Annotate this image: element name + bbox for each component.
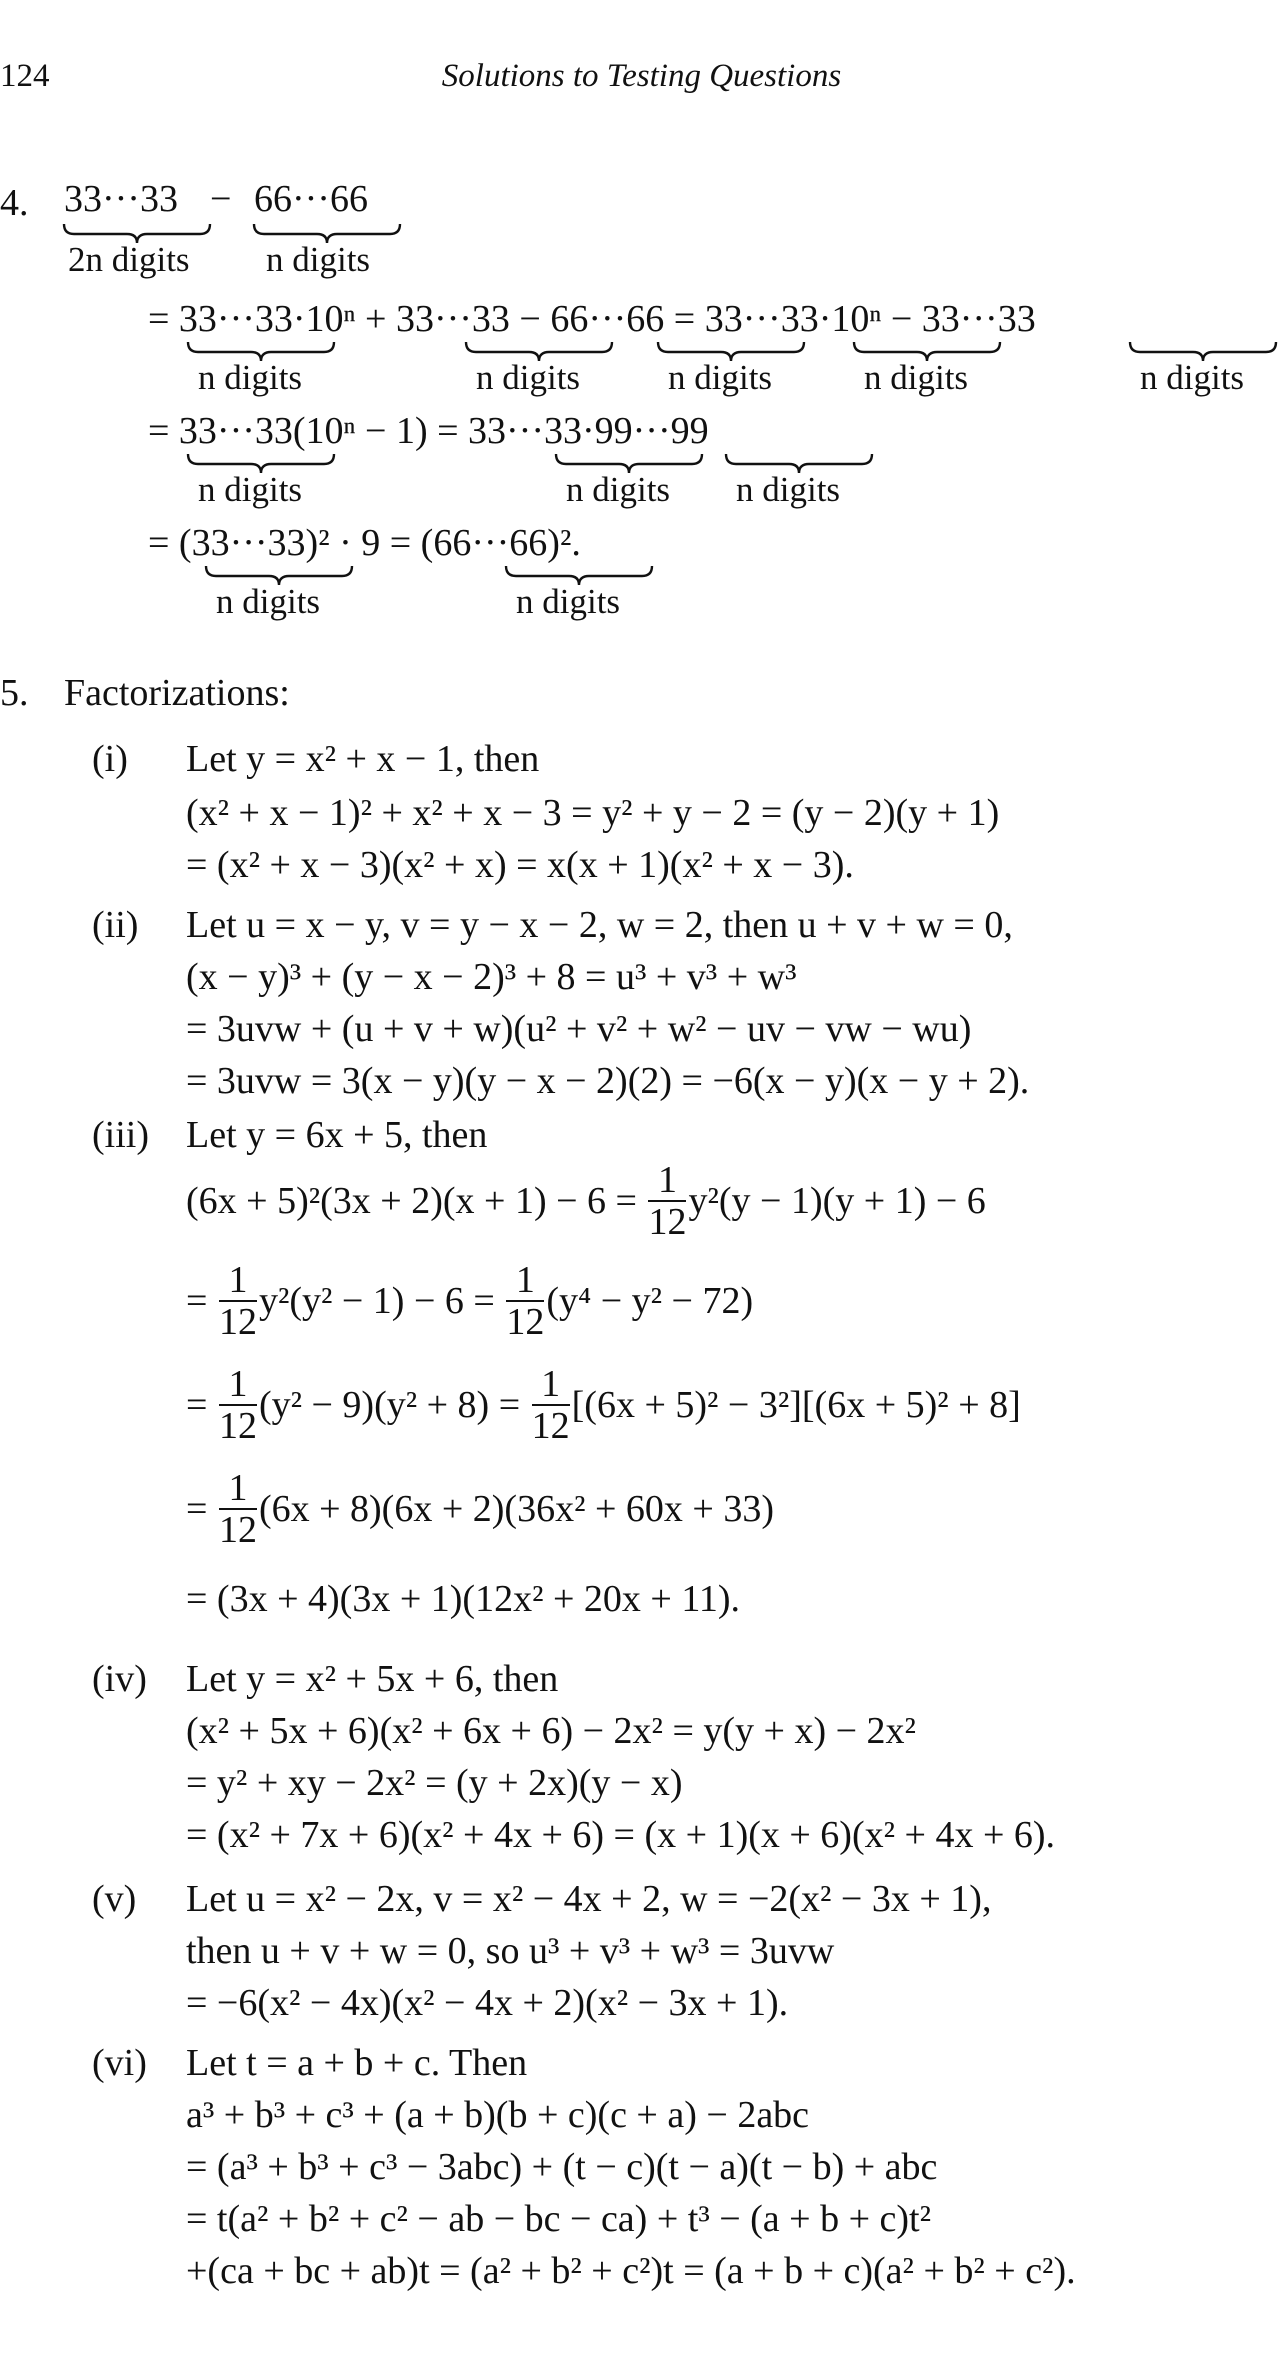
part-iii-eq-4 bbox=[186, 1468, 774, 1550]
problem-5-title: Factorizations: bbox=[64, 672, 290, 714]
fraction-numerator: 1 bbox=[219, 1364, 257, 1406]
part-iii-expr: (y² − 9)(y² + 8) = bbox=[258, 1384, 530, 1426]
digits-label: n digits bbox=[864, 358, 969, 397]
part-label: (iii) bbox=[92, 1114, 149, 1156]
p4-term-b: 66···66 bbox=[254, 178, 368, 220]
digits-label: n digits bbox=[668, 358, 773, 397]
part-iii-eq-2 bbox=[186, 1260, 753, 1342]
digits-label: n digits bbox=[736, 470, 841, 509]
fraction-numerator: 1 bbox=[219, 1260, 257, 1302]
part-ii-line: = 3uvw + (u + v + w)(u² + v² + w² − uv − vw − wu) bbox=[186, 1008, 972, 1050]
fraction bbox=[532, 1364, 570, 1446]
digits-label: n digits bbox=[198, 470, 303, 509]
p4-line-3: = 33···33(10ⁿ − 1) = 33···33·99···99 bbox=[148, 410, 709, 452]
part-v-line: = −6(x² − 4x)(x² − 4x + 2)(x² − 3x + 1). bbox=[186, 1982, 789, 2024]
part-iv-line: = y² + xy − 2x² = (y + 2x)(y − x) bbox=[186, 1762, 683, 1804]
p4-line-4: = (33···33)² · 9 = (66···66)². bbox=[148, 522, 581, 564]
part-vi-line: = t(a² + b² + c² − ab − bc − ca) + t³ − (a + b + c)t² bbox=[186, 2198, 931, 2240]
part-ii-line: (x − y)³ + (y − x − 2)³ + 8 = u³ + v³ + w³ bbox=[186, 956, 797, 998]
digits-label: n digits bbox=[476, 358, 581, 397]
part-iii-expr: (6x + 8)(6x + 2)(36x² + 60x + 33) bbox=[258, 1488, 774, 1530]
part-iv-line: Let y = x² + 5x + 6, then bbox=[186, 1658, 559, 1700]
part-iii-expr: y²(y² − 1) − 6 = bbox=[258, 1280, 505, 1322]
fraction-numerator: 1 bbox=[532, 1364, 570, 1406]
digits-label: n digits bbox=[1140, 358, 1245, 397]
part-iv-line: = (x² + 7x + 6)(x² + 4x + 6) = (x + 1)(x + 6)(x² + 4x + 6). bbox=[186, 1814, 1056, 1856]
digits-label: n digits bbox=[266, 240, 371, 279]
page-number: 124 bbox=[0, 58, 50, 94]
p4-term-a: 33···33 bbox=[64, 178, 178, 220]
part-ii-line: Let u = x − y, v = y − x − 2, w = 2, then u + v + w = 0, bbox=[186, 904, 1013, 946]
part-vi-line: = (a³ + b³ + c³ − 3abc) + (t − c)(t − a)(t − b) + abc bbox=[186, 2146, 938, 2188]
part-label: (ii) bbox=[92, 904, 139, 946]
part-iii-eq-1 bbox=[186, 1160, 986, 1242]
digits-label: n digits bbox=[216, 582, 321, 621]
digits-label: 2n digits bbox=[68, 240, 190, 279]
running-head: Solutions to Testing Questions bbox=[441, 58, 842, 94]
fraction-numerator: 1 bbox=[219, 1468, 257, 1510]
part-i-line: Let y = x² + x − 1, then bbox=[186, 738, 540, 780]
part-vi-line: +(ca + bc + ab)t = (a² + b² + c²)t = (a + b + c)(a² + b² + c²). bbox=[186, 2250, 1076, 2292]
part-v-line: Let u = x² − 2x, v = x² − 4x + 2, w = −2(x² − 3x + 1), bbox=[186, 1878, 992, 1920]
fraction bbox=[219, 1260, 257, 1342]
digits-label: n digits bbox=[198, 358, 303, 397]
p4-minus: − bbox=[210, 178, 232, 220]
problem-5-number: 5. bbox=[0, 672, 29, 714]
part-iii-expr: (y⁴ − y² − 72) bbox=[546, 1280, 754, 1322]
part-label: (i) bbox=[92, 738, 128, 780]
equals-sign: = bbox=[186, 1280, 217, 1322]
fraction-denominator: 12 bbox=[218, 1509, 257, 1551]
part-iii-expr: y²(y − 1)(y + 1) − 6 bbox=[688, 1180, 986, 1222]
fraction-numerator: 1 bbox=[506, 1260, 544, 1302]
part-label: (iv) bbox=[92, 1658, 147, 1700]
fraction-denominator: 12 bbox=[648, 1201, 687, 1243]
equals-sign: = bbox=[186, 1384, 217, 1426]
part-iii-line: Let y = 6x + 5, then bbox=[186, 1114, 488, 1156]
part-ii-line: = 3uvw = 3(x − y)(y − x − 2)(2) = −6(x − y)(x − y + 2). bbox=[186, 1060, 1030, 1102]
fraction bbox=[648, 1160, 686, 1242]
fraction bbox=[506, 1260, 544, 1342]
part-iii-expr: [(6x + 5)² − 3²][(6x + 5)² + 8] bbox=[571, 1384, 1021, 1426]
digits-label: n digits bbox=[566, 470, 671, 509]
fraction-numerator: 1 bbox=[648, 1160, 686, 1202]
part-label: (v) bbox=[92, 1878, 137, 1920]
fraction-denominator: 12 bbox=[218, 1301, 257, 1343]
page-header bbox=[0, 58, 1283, 102]
part-iii-expr: (6x + 5)²(3x + 2)(x + 1) − 6 = bbox=[186, 1180, 647, 1222]
problem-4-number: 4. bbox=[0, 182, 29, 224]
part-vi-line: a³ + b³ + c³ + (a + b)(b + c)(c + a) − 2abc bbox=[186, 2094, 810, 2136]
part-vi-line: Let t = a + b + c. Then bbox=[186, 2042, 528, 2084]
fraction bbox=[219, 1364, 257, 1446]
fraction bbox=[219, 1468, 257, 1550]
part-label: (vi) bbox=[92, 2042, 147, 2084]
part-v-line: then u + v + w = 0, so u³ + v³ + w³ = 3uvw bbox=[186, 1930, 835, 1972]
digits-label: n digits bbox=[516, 582, 621, 621]
part-i-line: (x² + x − 1)² + x² + x − 3 = y² + y − 2 = (y − 2)(y + 1) bbox=[186, 792, 1000, 834]
fraction-denominator: 12 bbox=[218, 1405, 257, 1447]
part-iv-line: (x² + 5x + 6)(x² + 6x + 6) − 2x² = y(y + x) − 2x² bbox=[186, 1710, 916, 1752]
equals-sign: = bbox=[186, 1488, 217, 1530]
fraction-denominator: 12 bbox=[531, 1405, 570, 1447]
part-i-line: = (x² + x − 3)(x² + x) = x(x + 1)(x² + x − 3). bbox=[186, 844, 854, 886]
part-iii-eq-3 bbox=[186, 1364, 1021, 1446]
part-iii-line: = (3x + 4)(3x + 1)(12x² + 20x + 11). bbox=[186, 1578, 741, 1620]
p4-line-2: = 33···33·10ⁿ + 33···33 − 66···66 = 33···33·10ⁿ − 33···33 bbox=[148, 298, 1036, 340]
fraction-denominator: 12 bbox=[506, 1301, 545, 1343]
